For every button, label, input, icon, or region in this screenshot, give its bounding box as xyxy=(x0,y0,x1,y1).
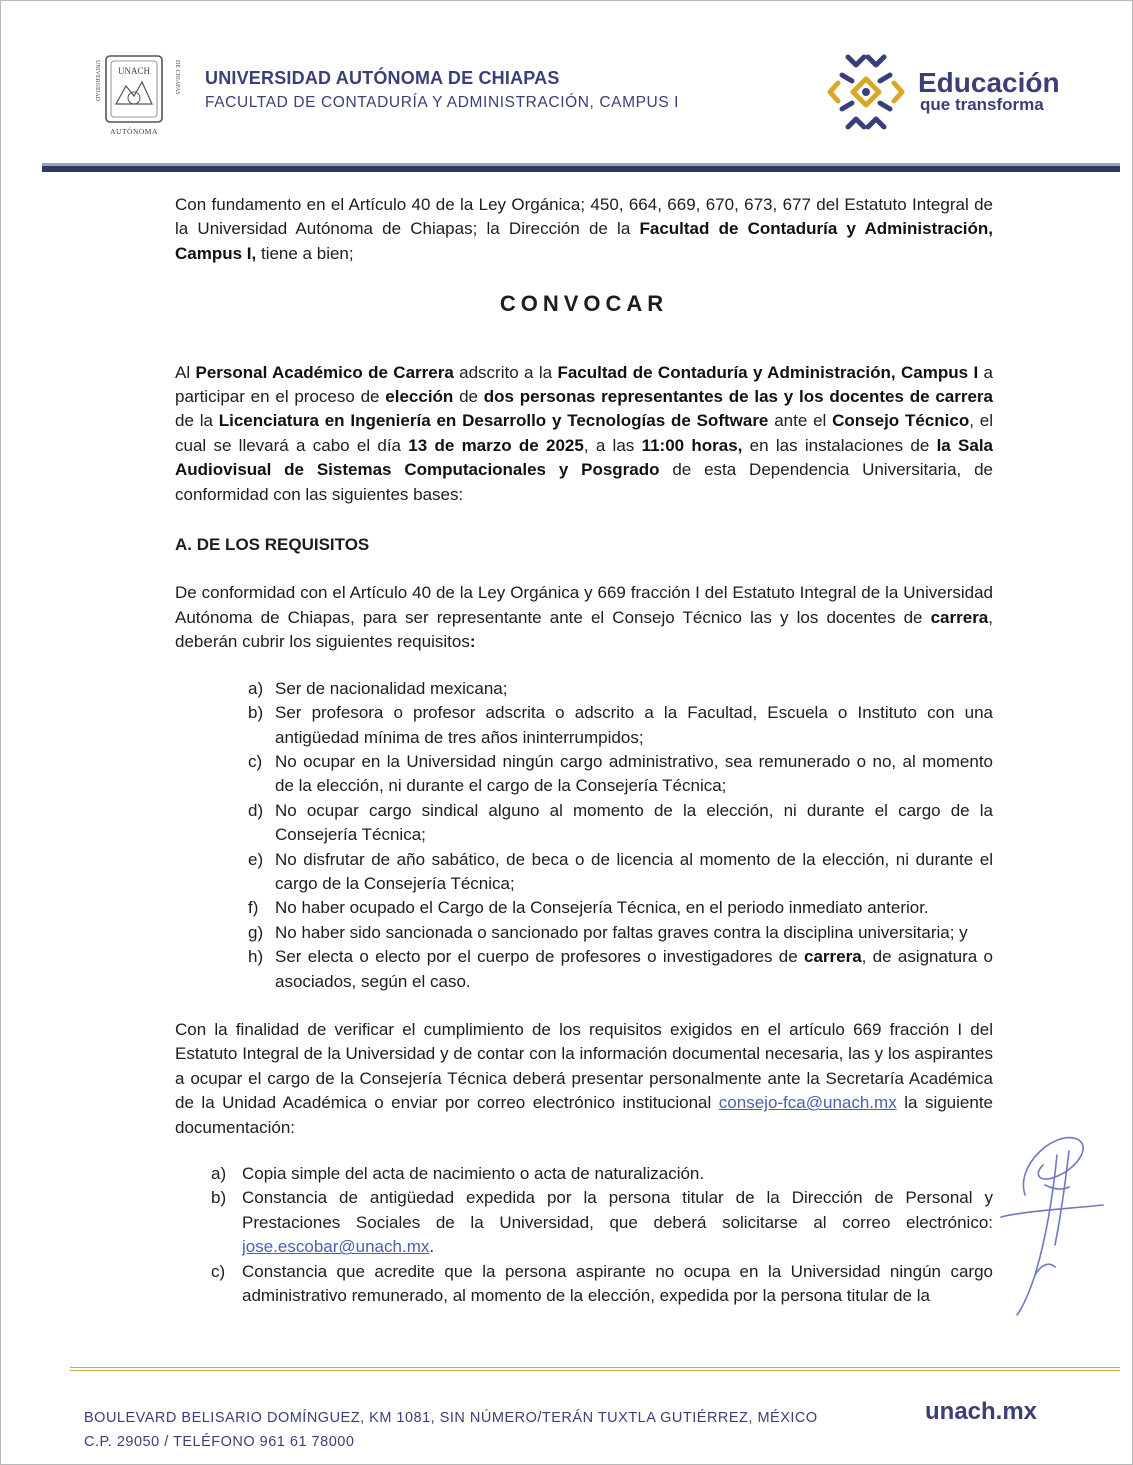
list-item: d) No ocupar cargo sindical alguno al momento de la elección, ni durante el cargo de la Consejería Técnica; xyxy=(248,800,993,845)
list-item: a) Copia simple del acta de nacimiento o acta de naturalización. xyxy=(211,1164,705,1183)
footer-address xyxy=(84,1406,818,1454)
slogan-title: Educación xyxy=(918,67,1060,98)
faculty-name: FACULTAD DE CONTADURÍA Y ADMINISTRACIÓN, CAMPUS I xyxy=(205,94,680,111)
seal-right-text: DE CHIAPAS xyxy=(174,60,180,95)
footer-divider xyxy=(70,1367,1120,1371)
list-item: e) No disfrutar de año sabático, de beca o de licencia al momento de la elección, ni durante el cargo de la Consejería Técnica; xyxy=(248,849,993,893)
list-item: h) Ser electa o electo por el cuerpo de profesores o investigadores de carrera, de asignatura o asociados, según el caso. xyxy=(248,947,993,991)
handwritten-signature xyxy=(995,1125,1105,1320)
educacion-que-transforma-logo-icon xyxy=(826,51,906,133)
slogan-subtitle: que transforma xyxy=(920,95,1044,114)
intro-paragraph: Con fundamento en el Artículo 40 de la Ley Orgánica; 450, 664, 669, 670, 673, 677 del Estatuto Integral de la Universidad Autónoma de Chiapas; la Dirección de la Facultad de Contaduría y Administración, Campus I, tiene a bien; xyxy=(175,195,993,263)
address-line: BOULEVARD BELISARIO DOMÍNGUEZ, KM 1081, SIN NÚMERO/TERÁN TUXTLA GUTIÉRREZ, MÉXICO xyxy=(84,1410,818,1426)
convocar-heading: CONVOCAR xyxy=(499,291,669,317)
phone-line: C.P. 29050 / TELÉFONO 961 61 78000 xyxy=(84,1434,355,1450)
list-item: b) Ser profesora o profesor adscrita o adscrito a la Facultad, Escuela o Instituto con una antigüedad mínima de tres años ininterrumpidos; xyxy=(248,703,993,747)
university-seal-logo xyxy=(84,52,184,138)
verification-paragraph: Con la finalidad de verificar el cumplimiento de los requisitos exigidos en el artículo 669 fracción I del Estatuto Integral de la Universidad y de contar con la información documental necesaria, las y los aspirantes a ocupar el cargo de la Consejería Técnica deberá presentar personalmente ante la Secretaría Académica de la Unidad Académica o enviar por correo electrónico institucional consejo-fca@unach.mx la siguiente documentación: xyxy=(175,1019,993,1137)
seal-center-text: UNACH xyxy=(117,66,151,76)
header-divider xyxy=(42,163,1120,172)
footer-website: unach.mx xyxy=(925,1398,1038,1425)
requirements-list xyxy=(175,677,993,994)
list-item: g) No haber sido sancionada o sancionado por faltas graves contra la disciplina universitaria; y xyxy=(248,922,968,942)
section-a-title: A. DE LOS REQUISITOS xyxy=(175,535,370,555)
university-name: UNIVERSIDAD AUTÓNOMA DE CHIAPAS xyxy=(205,68,560,88)
list-item: c) No ocupar en la Universidad ningún cargo administrativo, sea remunerado o no, al momento de la elección, ni durante el cargo de la Consejería Técnica; xyxy=(248,751,993,796)
escobar-email-link[interactable]: jose.escobar@unach.mx xyxy=(242,1237,430,1257)
consejo-email-link[interactable]: consejo-fca@unach.mx xyxy=(718,1093,897,1113)
list-item: b) Constancia de antigüedad expedida por la persona titular de la Dirección de Personal y Prestaciones Sociales de la Universidad, que deberá solicitarse al correo electrónico: jose.escobar@unach.mx. xyxy=(211,1188,993,1257)
list-item: f) No haber ocupado el Cargo de la Consejería Técnica, en el periodo inmediato anterior. xyxy=(248,898,929,918)
seal-bottom-text: AUTÓNOMA xyxy=(110,127,158,136)
documents-list xyxy=(175,1162,993,1308)
call-paragraph: Al Personal Académico de Carrera adscrito a la Facultad de Contaduría y Administración, Campus I a participar en el proceso de elección de dos personas representantes de las y los docentes de carrera de la Licenciatura en Ingeniería en Desarrollo y Tecnologías de Software ante el Consejo Técnico, el cual se llevará a cabo el día 13 de marzo de 2025, a las 11:00 horas, en las instalaciones de la Sala Audiovisual de Sistemas Computacionales y Posgrado de esta Dependencia Universitaria, de conformidad con las siguientes bases: xyxy=(175,362,993,504)
document-body xyxy=(175,193,993,1308)
list-item: a) Ser de nacionalidad mexicana; xyxy=(248,678,508,698)
list-item: c) Constancia que acredite que la persona aspirante no ocupa en la Universidad ningún cargo administrativo remunerado, al momento de la elección, expedida por la persona titular de la xyxy=(211,1261,993,1306)
requirements-intro: De conformidad con el Artículo 40 de la Ley Orgánica y 669 fracción I del Estatuto Integral de la Universidad Autónoma de Chiapas, para ser representante ante el Consejo Técnico las y los docentes de carrera, deberán cubrir los siguientes requisitos: xyxy=(175,583,993,652)
seal-left-text: UNIVERSIDAD xyxy=(94,60,100,101)
